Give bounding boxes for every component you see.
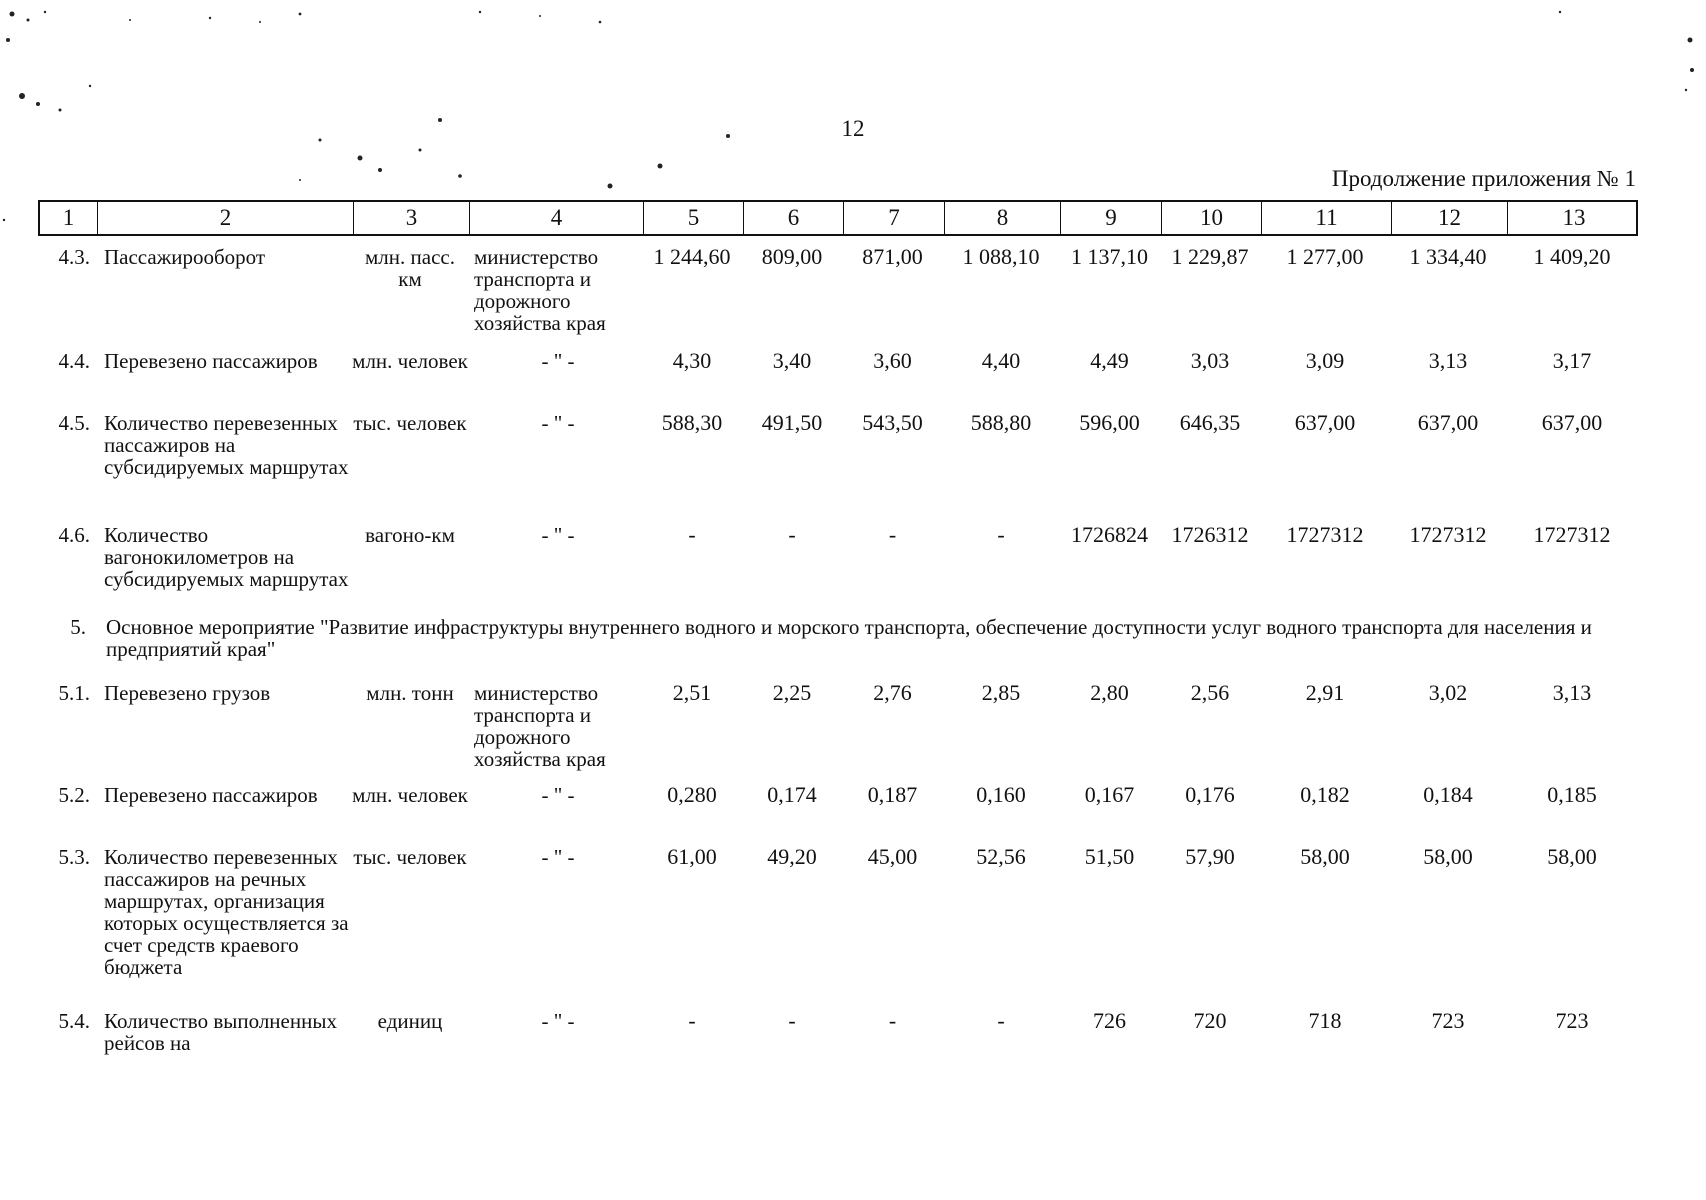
row-number: 5.3. <box>58 845 90 869</box>
value-cell: 52,56 <box>976 844 1026 869</box>
table-row <box>38 672 1638 774</box>
value-cell: 1726312 <box>1171 522 1249 547</box>
unit-of-measure: тыс. человек <box>353 411 467 435</box>
value-cell: 58,00 <box>1423 844 1473 869</box>
value-cell: 1 229,87 <box>1171 244 1249 269</box>
value-cell: 1 244,60 <box>653 244 731 269</box>
column-header-8: 8 <box>945 202 1061 234</box>
value-cell: - <box>788 1008 796 1033</box>
responsible-executor: - " - <box>541 1009 575 1033</box>
value-cell: 1 334,40 <box>1409 244 1487 269</box>
value-cell: 718 <box>1308 1008 1342 1033</box>
unit-of-measure: млн. человек <box>352 783 468 807</box>
table-body <box>38 236 1638 1060</box>
value-cell: 0,174 <box>767 782 817 807</box>
value-cell: 61,00 <box>667 844 717 869</box>
value-cell: 45,00 <box>867 844 918 869</box>
responsible-executor: министерство транспорта и дорожного хозяйства края <box>474 681 606 771</box>
column-header-10: 10 <box>1162 202 1262 234</box>
value-cell: 1 088,10 <box>962 244 1040 269</box>
unit-of-measure: млн. пасс. км <box>365 245 455 291</box>
section-heading-row <box>38 606 1638 672</box>
table-header-row <box>38 200 1638 236</box>
column-header-11: 11 <box>1262 202 1392 234</box>
value-cell: 1 277,00 <box>1286 244 1364 269</box>
row-number: 5.1. <box>58 681 90 705</box>
value-cell: 3,17 <box>1552 348 1592 373</box>
value-cell: 2,85 <box>981 680 1021 705</box>
value-cell: 2,25 <box>772 680 812 705</box>
value-cell: 0,187 <box>867 782 918 807</box>
value-cell: 0,185 <box>1547 782 1597 807</box>
value-cell: 51,50 <box>1084 844 1135 869</box>
row-number: 4.6. <box>58 523 90 547</box>
row-number: 5.2. <box>58 783 90 807</box>
unit-of-measure: вагоно-км <box>365 523 455 547</box>
value-cell: 3,13 <box>1552 680 1592 705</box>
value-cell: 2,56 <box>1190 680 1230 705</box>
row-number: 4.4. <box>58 349 90 373</box>
value-cell: 3,03 <box>1190 348 1230 373</box>
value-cell: 0,184 <box>1423 782 1473 807</box>
table-row <box>38 340 1638 402</box>
value-cell: 588,80 <box>970 410 1032 435</box>
value-cell: 58,00 <box>1300 844 1350 869</box>
value-cell: 4,30 <box>672 348 712 373</box>
responsible-executor: - " - <box>541 783 575 807</box>
value-cell: 4,40 <box>981 348 1021 373</box>
value-cell: 588,30 <box>661 410 723 435</box>
responsible-executor: - " - <box>541 845 575 869</box>
value-cell: 1726824 <box>1071 522 1148 547</box>
value-cell: 2,76 <box>873 680 912 705</box>
value-cell: - <box>888 1008 897 1033</box>
indicator-name: Количество вагонокилометров на субсидируемых маршрутах <box>104 523 349 591</box>
value-cell: 1727312 <box>1286 522 1364 547</box>
value-cell: 596,00 <box>1079 410 1140 435</box>
section-number: 5. <box>70 615 86 639</box>
table-row <box>38 402 1638 514</box>
value-cell: 2,80 <box>1090 680 1129 705</box>
indicator-name: Количество выполненных рейсов на <box>104 1009 337 1055</box>
responsible-executor: - " - <box>541 523 575 547</box>
responsible-executor: - " - <box>541 349 575 373</box>
column-header-1: 1 <box>40 202 98 234</box>
column-header-13: 13 <box>1562 205 1586 230</box>
value-cell: 646,35 <box>1179 410 1241 435</box>
table-row <box>38 236 1638 340</box>
value-cell: 3,09 <box>1305 348 1345 373</box>
value-cell: 3,13 <box>1428 348 1468 373</box>
appendix-continuation-label: Продолжение приложения № 1 <box>1331 166 1636 191</box>
value-cell: 0,280 <box>667 782 717 807</box>
value-cell: 637,00 <box>1294 410 1356 435</box>
value-cell: - <box>888 522 897 547</box>
column-header-7: 7 <box>844 202 945 234</box>
value-cell: 1 409,20 <box>1533 244 1611 269</box>
value-cell: 723 <box>1431 1008 1465 1033</box>
value-cell: 2,51 <box>672 680 712 705</box>
unit-of-measure: млн. тонн <box>366 681 454 705</box>
unit-of-measure: млн. человек <box>352 349 468 373</box>
column-header-4: 4 <box>470 202 644 234</box>
value-cell: 0,167 <box>1084 782 1135 807</box>
column-header-12: 12 <box>1392 202 1508 234</box>
value-cell: 4,49 <box>1090 348 1129 373</box>
value-cell: 637,00 <box>1417 410 1479 435</box>
indicator-name: Количество перевезенных пассажиров на речных маршрутах, организация которых осуществляется за счет средств краевого бюджета <box>104 845 349 979</box>
scan-noise <box>0 0 1706 230</box>
table-row <box>38 836 1638 1000</box>
value-cell: 57,90 <box>1185 844 1235 869</box>
value-cell: 1 137,10 <box>1071 244 1148 269</box>
value-cell: 0,182 <box>1300 782 1350 807</box>
value-cell: 726 <box>1093 1008 1126 1033</box>
indicator-name: Перевезено пассажиров <box>104 349 318 373</box>
row-number: 4.3. <box>58 245 90 269</box>
value-cell: 809,00 <box>761 244 823 269</box>
page-number: 12 <box>841 116 865 141</box>
column-header-6: 6 <box>744 202 844 234</box>
value-cell: 3,02 <box>1428 680 1468 705</box>
unit-of-measure: тыс. человек <box>353 845 467 869</box>
value-cell: 637,00 <box>1541 410 1603 435</box>
value-cell: 1727312 <box>1533 522 1611 547</box>
table-row <box>38 514 1638 606</box>
value-cell: - <box>688 522 696 547</box>
value-cell: 1727312 <box>1409 522 1487 547</box>
unit-of-measure: единиц <box>377 1009 443 1033</box>
column-header-2: 2 <box>98 202 354 234</box>
column-header-5: 5 <box>644 202 744 234</box>
value-cell: 49,20 <box>767 844 817 869</box>
value-cell: 491,50 <box>761 410 823 435</box>
column-header-3: 3 <box>354 202 470 234</box>
value-cell: 0,176 <box>1185 782 1235 807</box>
indicator-name: Пассажирооборот <box>104 245 266 269</box>
value-cell: 543,50 <box>862 410 923 435</box>
table-row <box>38 774 1638 836</box>
value-cell: 720 <box>1193 1008 1227 1033</box>
value-cell: 3,60 <box>873 348 912 373</box>
value-cell: 3,40 <box>772 348 812 373</box>
indicator-name: Количество перевезенных пассажиров на субсидируемых маршрутах <box>104 411 349 479</box>
value-cell: 0,160 <box>976 782 1026 807</box>
indicator-name: Перевезено пассажиров <box>104 783 318 807</box>
value-cell: 723 <box>1555 1008 1589 1033</box>
responsible-executor: министерство транспорта и дорожного хозяйства края <box>474 245 606 335</box>
value-cell: - <box>688 1008 696 1033</box>
value-cell: 871,00 <box>862 244 923 269</box>
indicator-name: Перевезено грузов <box>104 681 271 705</box>
row-number: 5.4. <box>58 1009 90 1033</box>
section-title: Основное мероприятие "Развитие инфраструктуры внутреннего водного и морского транспорта, обеспечение доступности услуг водного транспорта для населения и предприятий края" <box>106 615 1592 661</box>
value-cell: - <box>788 522 796 547</box>
value-cell: 58,00 <box>1547 844 1597 869</box>
table-row <box>38 1000 1638 1060</box>
row-number: 4.5. <box>58 411 90 435</box>
value-cell: - <box>997 1008 1005 1033</box>
column-header-9: 9 <box>1061 202 1162 234</box>
responsible-executor: - " - <box>541 411 575 435</box>
value-cell: - <box>997 522 1005 547</box>
value-cell: 2,91 <box>1305 680 1345 705</box>
